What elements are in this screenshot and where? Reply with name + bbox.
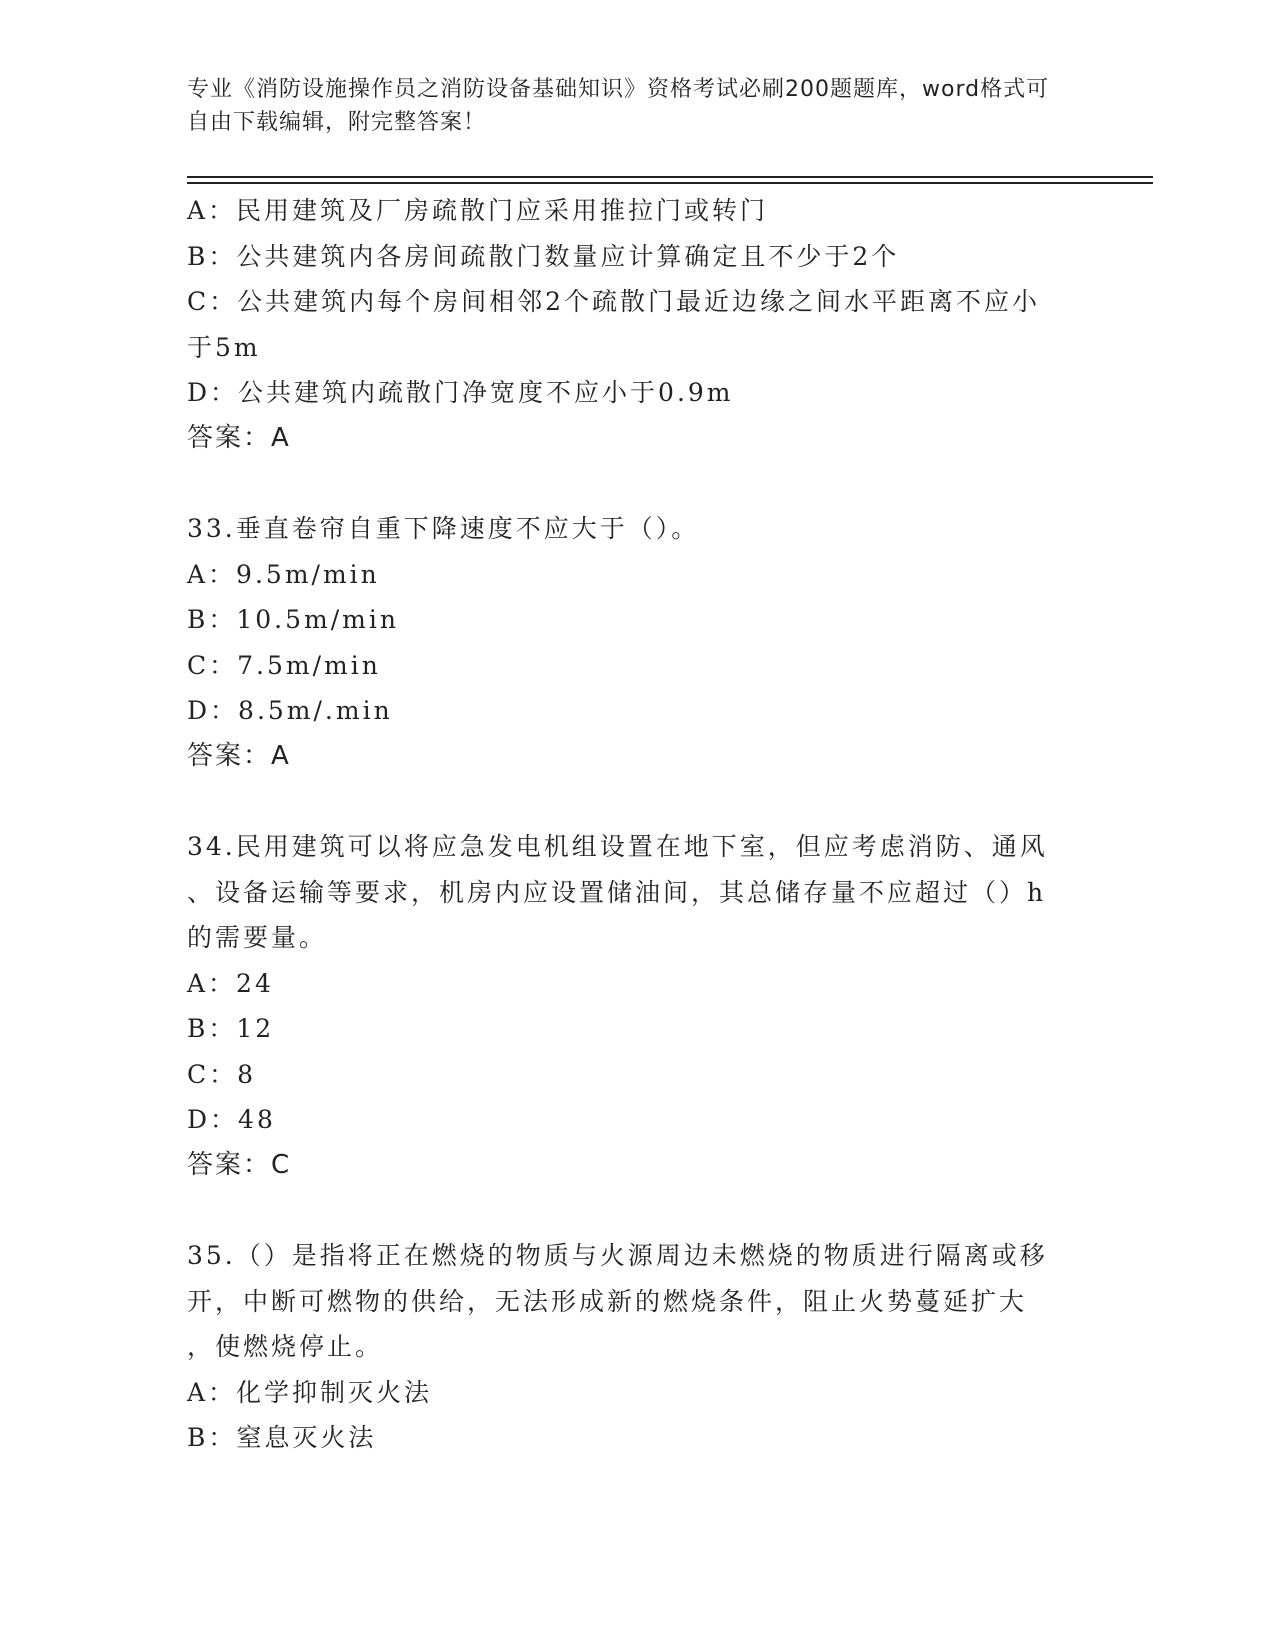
question-text-continued: ，使燃烧停止。 [187,1332,384,1361]
answer: 答案：C [187,1149,292,1180]
question-text-continued: 、设备运输等要求，机房内应设置储油间，其总储存量不应超过（）h [187,877,1047,907]
question-content [187,188,1077,1461]
header-divider-bottom [187,182,1153,184]
option-c: C：7.5m/min [187,650,381,680]
question-text: 34.民用建筑可以将应急发电机组设置在地下室，但应考虑消防、通风 [187,832,1048,861]
option-c: C：公共建筑内每个房间相邻2个疏散门最近边缘之间水平距离不应小 [187,287,1041,316]
option-b: B：10.5m/min [187,605,399,634]
option-b: B：窒息灭火法 [187,1423,377,1452]
option-d: D：48 [187,1105,276,1134]
document-header: 专业《消防设施操作员之消防设备基础知识》资格考试必刷200题题库，word格式可自由下载编辑，附完整答案！ [187,77,1050,135]
question-text: 33.垂直卷帘自重下降速度不应大于（）。 [187,514,700,543]
answer: 答案：A [187,740,291,771]
option-a: A：化学抑制灭火法 [187,1377,433,1407]
question-block-34 [187,824,1077,1188]
question-block-previous [187,188,1077,461]
question-text: 35.（）是指将正在燃烧的物质与火源周边未燃烧的物质进行隔离或移 [187,1241,1048,1270]
spacer [187,779,1077,824]
option-c-continued: 于5m [187,332,261,362]
option-d: D：8.5m/.min [187,696,393,725]
question-text-continued: 开，中断可燃物的供给，无法形成新的燃烧条件，阻止火势蔓延扩大 [187,1286,1028,1316]
option-b: B：12 [187,1014,275,1043]
spacer [187,461,1077,506]
option-a: A：24 [187,968,274,998]
spacer [187,1188,1077,1233]
option-d: D：公共建筑内疏散门净宽度不应小于0.9m [187,378,734,407]
answer: 答案：A [187,422,291,453]
question-block-33 [187,506,1077,779]
header-divider-top [187,176,1153,178]
option-c: C：8 [187,1059,257,1089]
option-b: B：公共建筑内各房间疏散门数量应计算确定且不少于2个 [187,241,900,271]
option-a: A：9.5m/min [187,559,380,589]
question-block-35 [187,1233,1077,1461]
question-text-continued: 的需要量。 [187,923,328,952]
option-a: A：民用建筑及厂房疏散门应采用推拉门或转门 [187,196,769,225]
